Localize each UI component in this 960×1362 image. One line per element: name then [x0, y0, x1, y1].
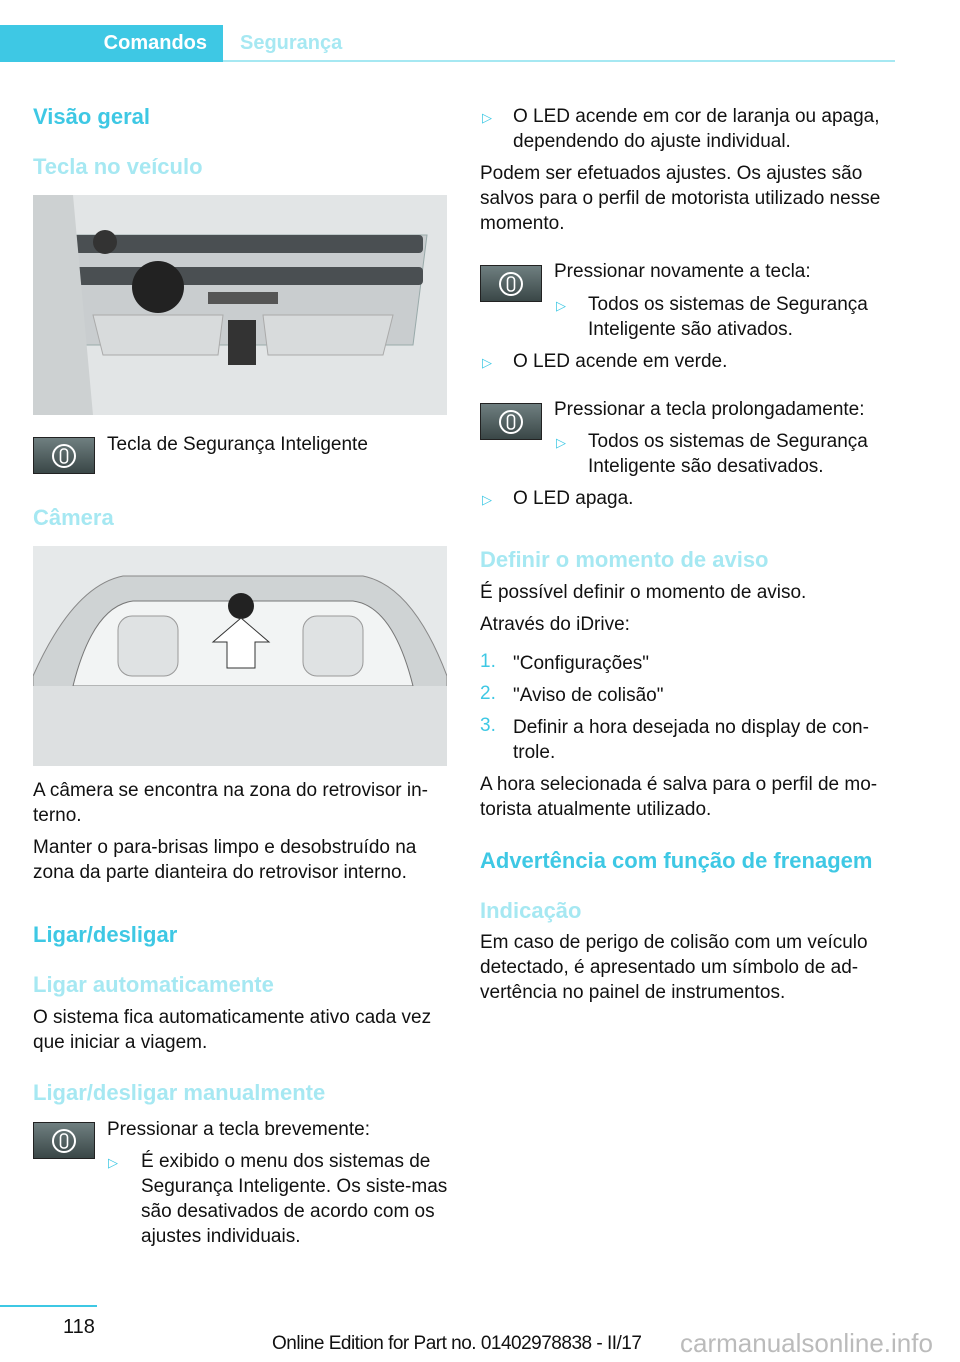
- intelligent-safety-key-icon: [33, 1122, 95, 1159]
- saved-text: A hora selecionada é salva para o perfil de mo-torista atualmente utilizado.: [480, 774, 878, 820]
- heading-key-in-vehicle: Tecla no veículo: [33, 154, 203, 179]
- step-number: 2.: [480, 683, 496, 704]
- tab-comandos[interactable]: Comandos: [0, 25, 223, 62]
- step-number: 3.: [480, 715, 496, 736]
- led-off-text: O LED apaga.: [513, 488, 634, 509]
- press-long-text: Pressionar a tecla prolongadamente:: [554, 399, 865, 420]
- camera-location-image: [33, 546, 447, 766]
- heading-auto-on: Ligar automaticamente: [33, 972, 274, 997]
- footer-accent-line: [0, 1305, 97, 1307]
- heading-warning-time: Definir o momento de aviso: [480, 547, 769, 572]
- step-text: Definir a hora desejada no display de con-trole.: [513, 717, 869, 763]
- bullet-triangle-icon: ▷: [482, 355, 492, 370]
- press-long-bullet: Todos os sistemas de Segurança Inteligente são desativados.: [588, 431, 868, 477]
- edition-text: Online Edition for Part no. 01402978838 - II/17: [272, 1333, 642, 1354]
- intelligent-safety-key-icon: [480, 403, 542, 440]
- manual-intro: Pressionar a tecla brevemente:: [107, 1119, 370, 1140]
- settings-text: Podem ser efetuados ajustes. Os ajustes são salvos para o perfil de motorista utilizado nesse momento.: [480, 163, 881, 234]
- key-caption: Tecla de Segurança Inteligente: [107, 434, 368, 455]
- bullet-triangle-icon: ▷: [482, 110, 492, 125]
- tab-seguranca[interactable]: Segurança: [240, 32, 343, 54]
- page-number: 118: [63, 1316, 95, 1338]
- heading-manual-on-off: Ligar/desligar manualmente: [33, 1080, 326, 1105]
- heading-brake-warning: Advertência com função de frenagem: [480, 848, 873, 873]
- camera-location-text: A câmera se encontra na zona do retrovisor in-terno.: [33, 780, 428, 826]
- bullet-triangle-icon: ▷: [482, 492, 492, 507]
- led-orange-text: O LED acende em cor de laranja ou apaga, dependendo do ajuste individual.: [513, 106, 880, 152]
- manual-bullet-text: É exibido o menu dos sistemas de Segurança Inteligente. Os siste-mas são desativados de acordo com os ajustes individuais.: [141, 1151, 448, 1247]
- step-text: "Aviso de colisão": [513, 685, 664, 706]
- intelligent-safety-key-icon: [480, 265, 542, 302]
- bullet-triangle-icon: ▷: [108, 1155, 118, 1170]
- watermark[interactable]: carmanualsonline.info: [680, 1328, 933, 1358]
- indication-text: Em caso de perigo de colisão com um veículo detectado, é apresentado um símbolo de ad-vertência no painel de instrumentos.: [480, 932, 868, 1003]
- bullet-triangle-icon: ▷: [556, 298, 566, 313]
- warning-text-1: É possível definir o momento de aviso.: [480, 582, 807, 603]
- header-divider: [223, 60, 895, 62]
- step-number: 1.: [480, 651, 496, 672]
- heading-overview: Visão geral: [33, 104, 150, 129]
- intelligent-safety-key-icon: [33, 437, 95, 474]
- heading-indication: Indicação: [480, 898, 582, 923]
- camera-clean-text: Manter o para-brisas limpo e desobstruído na zona da parte dianteira do retrovisor interno.: [33, 837, 417, 883]
- bullet-triangle-icon: ▷: [556, 435, 566, 450]
- press-again-bullet: Todos os sistemas de Segurança Inteligente são ativados.: [588, 294, 868, 340]
- auto-on-text: O sistema fica automaticamente ativo cada vez que iniciar a viagem.: [33, 1007, 432, 1053]
- led-green-text: O LED acende em verde.: [513, 351, 728, 372]
- step-text: "Configurações": [513, 653, 650, 674]
- heading-on-off: Ligar/desligar: [33, 922, 178, 947]
- dashboard-controls-image: [33, 195, 447, 415]
- press-again-text: Pressionar novamente a tecla:: [554, 261, 811, 282]
- heading-camera: Câmera: [33, 505, 114, 530]
- warning-text-2: Através do iDrive:: [480, 614, 630, 635]
